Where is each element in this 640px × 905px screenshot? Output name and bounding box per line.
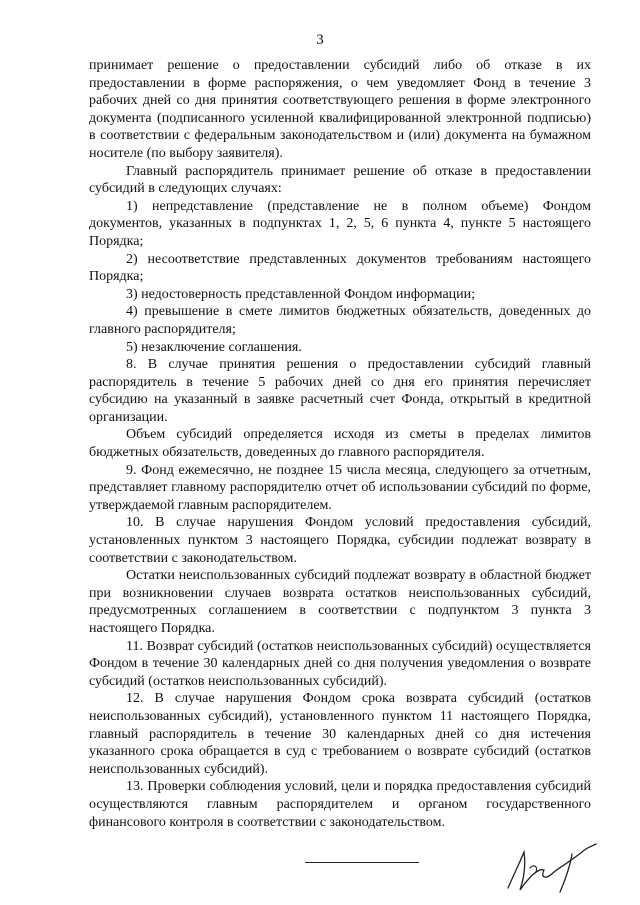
paragraph-clause-10: 10. В случае нарушения Фондом условий предоставления субсидий, установленных пунктом 3 настоящего Порядка, субсидии подлежат возврату в соответствии с законодательством. [89,515,591,566]
paragraph-subsidy-volume: Объем субсидий определяется исходя из сметы в пределах лимитов бюджетных обязательств, доведенных до главного распорядителя. [89,427,591,461]
list-item-refusal-5: 5) незаключение соглашения. [126,339,302,355]
document-body [89,57,591,831]
list-item-refusal-3: 3) недостоверность представленной Фондом информации; [126,286,476,302]
handwritten-signature [500,838,600,896]
list-item-refusal-1: 1) непредставление (представление не в полном объеме) Фондом документов, указанных в подпунктах 1, 2, 5, 6 пункта 4, пункте 5 настоящего Порядка; [89,198,591,249]
paragraph-decision: принимает решение о предоставлении субсидий либо об отказе в их предоставлении в форме распоряжения, о чем уведомляет Фонд в течение 3 рабочих дней со дня принятия соответствующего решения в форме электронного документа (подписанного усиленной квалифицированной электронной подписью) в соответствии с федеральным законодательством и (или) документа на бумажном носителе (по выбору заявителя). [89,58,591,161]
page-number: 3 [316,32,324,48]
paragraph-clause-13: 13. Проверки соблюдения условий, цели и порядка предоставления субсидий осуществляются главным распорядителем и органом государственного финансового контроля в соответствии с законодательством. [89,779,591,830]
paragraph-refusal-intro: Главный распорядитель принимает решение об отказе в предоставлении субсидий в следующих случаях: [89,163,591,197]
list-item-refusal-4: 4) превышение в смете лимитов бюджетных обязательств, доведенных до главного распорядителя; [89,304,591,337]
paragraph-unused-balances: Остатки неиспользованных субсидий подлежат возврату в областной бюджет при возникновении случаев возврата остатков неиспользованных субсидий, предусмотренных соглашением в соответствии с подпунктом 3 пункта 3 настоящего Порядка. [89,568,591,636]
paragraph-clause-9: 9. Фонд ежемесячно, не позднее 15 числа месяца, следующего за отчетным, представляет главному распорядителю отчет об использовании субсидий по форме, утверждаемой главным распорядителем. [89,462,591,513]
paragraph-clause-12: 12. В случае нарушения Фондом срока возврата субсидий (остатков неиспользованных субсидий), установленного пунктом 11 настоящего Порядка, главный распорядитель в течение 30 календарных дней со дня истечения указанного срока обращается в суд с требованием о возврате субсидий (остатков неиспользованных субсидий). [89,691,591,777]
closing-divider [305,862,419,863]
paragraph-clause-8: 8. В случае принятия решения о предоставлении субсидий главный распорядитель в течение 5 рабочих дней со дня его принятия перечисляет субсидию на указанный в заявке расчетный счет Фонда, открытый в кредитной организации. [89,357,591,425]
paragraph-clause-11: 11. Возврат субсидий (остатков неиспользованных субсидий) осуществляется Фондом в течение 30 календарных дней со дня получения уведомления о возврате субсидий (остатков неиспользованных субсидий). [89,638,591,689]
list-item-refusal-2: 2) несоответствие представленных документов требованиям настоящего Порядка; [89,251,591,285]
